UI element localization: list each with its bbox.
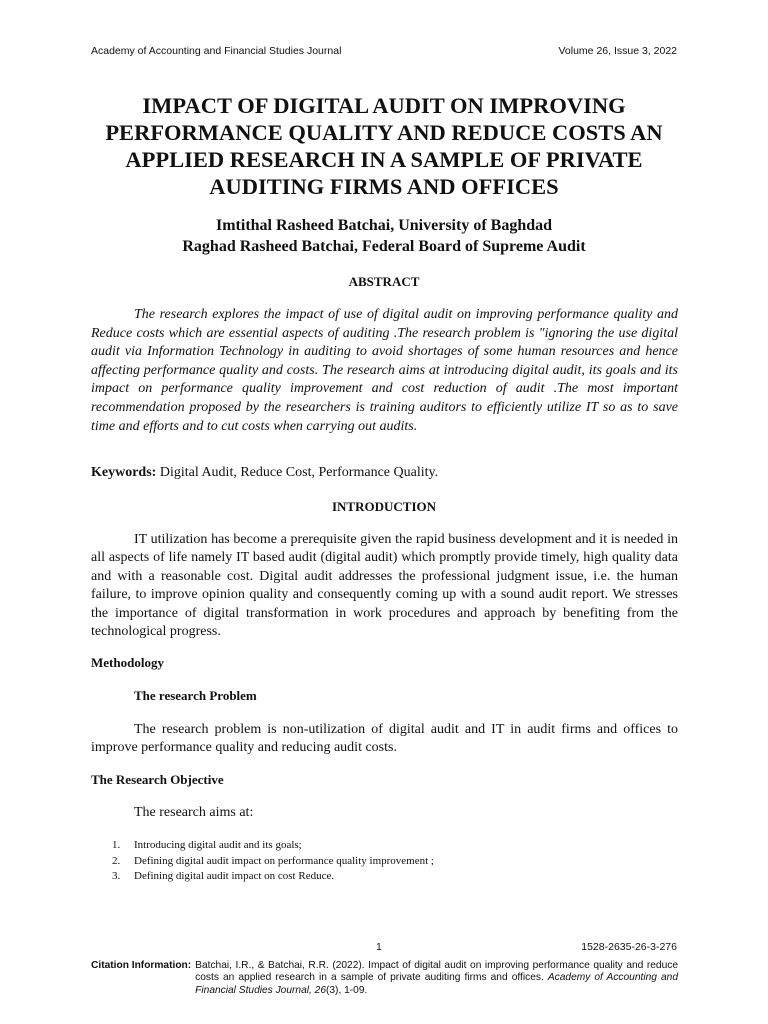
research-objective-heading: The Research Objective — [91, 772, 224, 787]
citation-journal: Academy of Accounting and Financial Studies Journal, 26 — [195, 972, 678, 996]
citation-body — [195, 960, 678, 997]
keywords-text: Digital Audit, Reduce Cost, Performance Quality. — [159, 465, 439, 480]
list-text: Defining digital audit impact on cost Reduce. — [134, 870, 335, 882]
objective-list — [112, 838, 434, 885]
list-number: 2. — [112, 854, 121, 867]
list-item — [112, 869, 434, 885]
list-number: 3. — [112, 870, 121, 882]
abstract-heading: ABSTRACT — [348, 274, 420, 289]
list-text: Introducing digital audit and its goals; — [134, 839, 302, 851]
author-list — [70, 215, 698, 257]
author-line: Imtithal Rasheed Batchai, University of Baghdad — [215, 217, 553, 234]
introduction-heading: INTRODUCTION — [331, 499, 436, 514]
research-problem-text: The research problem is non-utilization of digital audit and IT in audit firms and offices to improve performance quality and reducing audit costs. — [91, 722, 678, 756]
list-item — [112, 854, 434, 870]
title-line: PERFORMANCE QUALITY AND REDUCE COSTS AN — [105, 120, 663, 145]
citation-issue: (3), 1-09. — [326, 984, 368, 996]
document-id: 1528-2635-26-3-276 — [581, 941, 677, 953]
title-line: APPLIED RESEARCH IN A SAMPLE OF PRIVATE — [125, 147, 643, 172]
volume-issue: Volume 26, Issue 3, 2022 — [558, 45, 677, 57]
author-line: Raghad Rasheed Batchai, Federal Board of Supreme Audit — [182, 238, 586, 255]
paper-title — [70, 92, 698, 200]
citation-information — [91, 960, 678, 997]
title-line: AUDITING FIRMS AND OFFICES — [209, 174, 559, 199]
list-number: 1. — [112, 839, 121, 851]
list-text: Defining digital audit impact on performance quality improvement ; — [134, 854, 434, 867]
research-problem-heading: The research Problem — [134, 688, 257, 703]
research-objective-intro: The research aims at: — [134, 805, 254, 820]
list-item — [112, 838, 434, 854]
running-header — [91, 45, 677, 57]
citation-label: Citation Information: — [91, 960, 192, 971]
keywords — [91, 465, 677, 481]
citation-main: Batchai, I.R., & Batchai, R.R. (2022). Impact of digital audit on improving performance quality and reduce costs an applied research in a sample of private auditing firms and offices. — [195, 960, 678, 984]
abstract-text: The research explores the impact of use of digital audit on improving performance quality and Reduce costs which are essential aspects of auditing .The research problem is "ignoring the use digital audit via Information Technology in auditing to avoid shortages of some human resources and hence affecting performance quality and costs. The research aims at introducing digital audit, its goals and its impact on performance quality improvement and cost reduction of audit .The most important recommendation proposed by the researchers is training auditors to efficiently utilize IT so as to save time and efforts and to cut costs when carrying out audits. — [91, 307, 678, 434]
title-line: IMPACT OF DIGITAL AUDIT ON IMPROVING — [142, 93, 626, 118]
journal-name: Academy of Accounting and Financial Studies Journal — [91, 45, 342, 57]
methodology-heading: Methodology — [91, 655, 164, 670]
introduction-text: IT utilization has become a prerequisite given the rapid business development and it is needed in all aspects of life namely IT based audit (digital audit) which promptly provide timely, high quality data and with a reasonable cost. Digital audit addresses the professional judgment issue, i.e. the human failure, to improve opinion quality and consequently coming up with a sound audit report. We stresses the importance of digital transformation in work procedures and approach by benefiting from the technological progress. — [91, 532, 678, 640]
page-number: 1 — [376, 941, 382, 953]
keywords-label: Keywords: — [91, 465, 157, 480]
